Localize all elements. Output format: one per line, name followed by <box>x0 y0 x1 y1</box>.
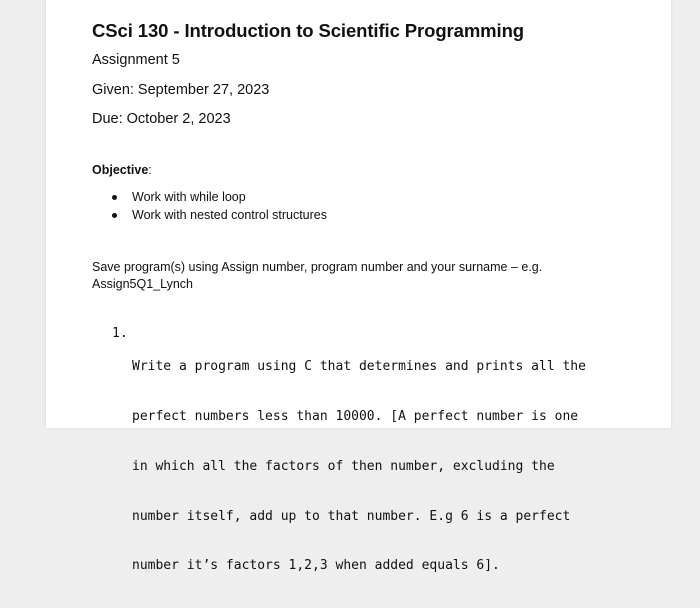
question-line: perfect numbers less than 10000. [A perfect number is one <box>132 408 579 424</box>
question-text <box>132 326 586 608</box>
document-page <box>46 0 671 574</box>
assignment-number: Assignment 5 <box>92 52 180 68</box>
question-line: number itself, add up to that number. E.g 6 is a perfect <box>132 508 571 524</box>
objective-colon: : <box>148 163 152 177</box>
objective-item <box>108 189 327 207</box>
objective-text: Work with nested control structures <box>132 208 327 222</box>
document-title: CSci 130 - Introduction to Scientific Programming <box>92 20 524 41</box>
question-line: Write a program using C that determines and prints all the <box>132 359 586 375</box>
due-date: Due: October 2, 2023 <box>92 111 231 127</box>
question-1 <box>112 326 586 574</box>
objective-list <box>108 189 327 225</box>
objective-item <box>108 207 327 225</box>
bullet-icon <box>112 213 117 218</box>
objective-heading <box>92 163 152 177</box>
bullet-icon <box>112 195 117 200</box>
objective-label: Objective <box>92 163 149 177</box>
given-date: Given: September 27, 2023 <box>92 82 270 98</box>
question-line: number it’s factors 1,2,3 when added equals 6]. <box>132 558 500 574</box>
question-number: 1. <box>112 326 128 341</box>
objective-text: Work with while loop <box>132 190 246 204</box>
question-line: in which all the factors of then number, excluding the <box>132 458 555 474</box>
save-instructions-line: Save program(s) using Assign number, program number and your surname – e.g. <box>92 260 543 274</box>
save-filename-example: Assign5Q1_Lynch <box>92 277 193 291</box>
save-instructions <box>92 259 652 293</box>
